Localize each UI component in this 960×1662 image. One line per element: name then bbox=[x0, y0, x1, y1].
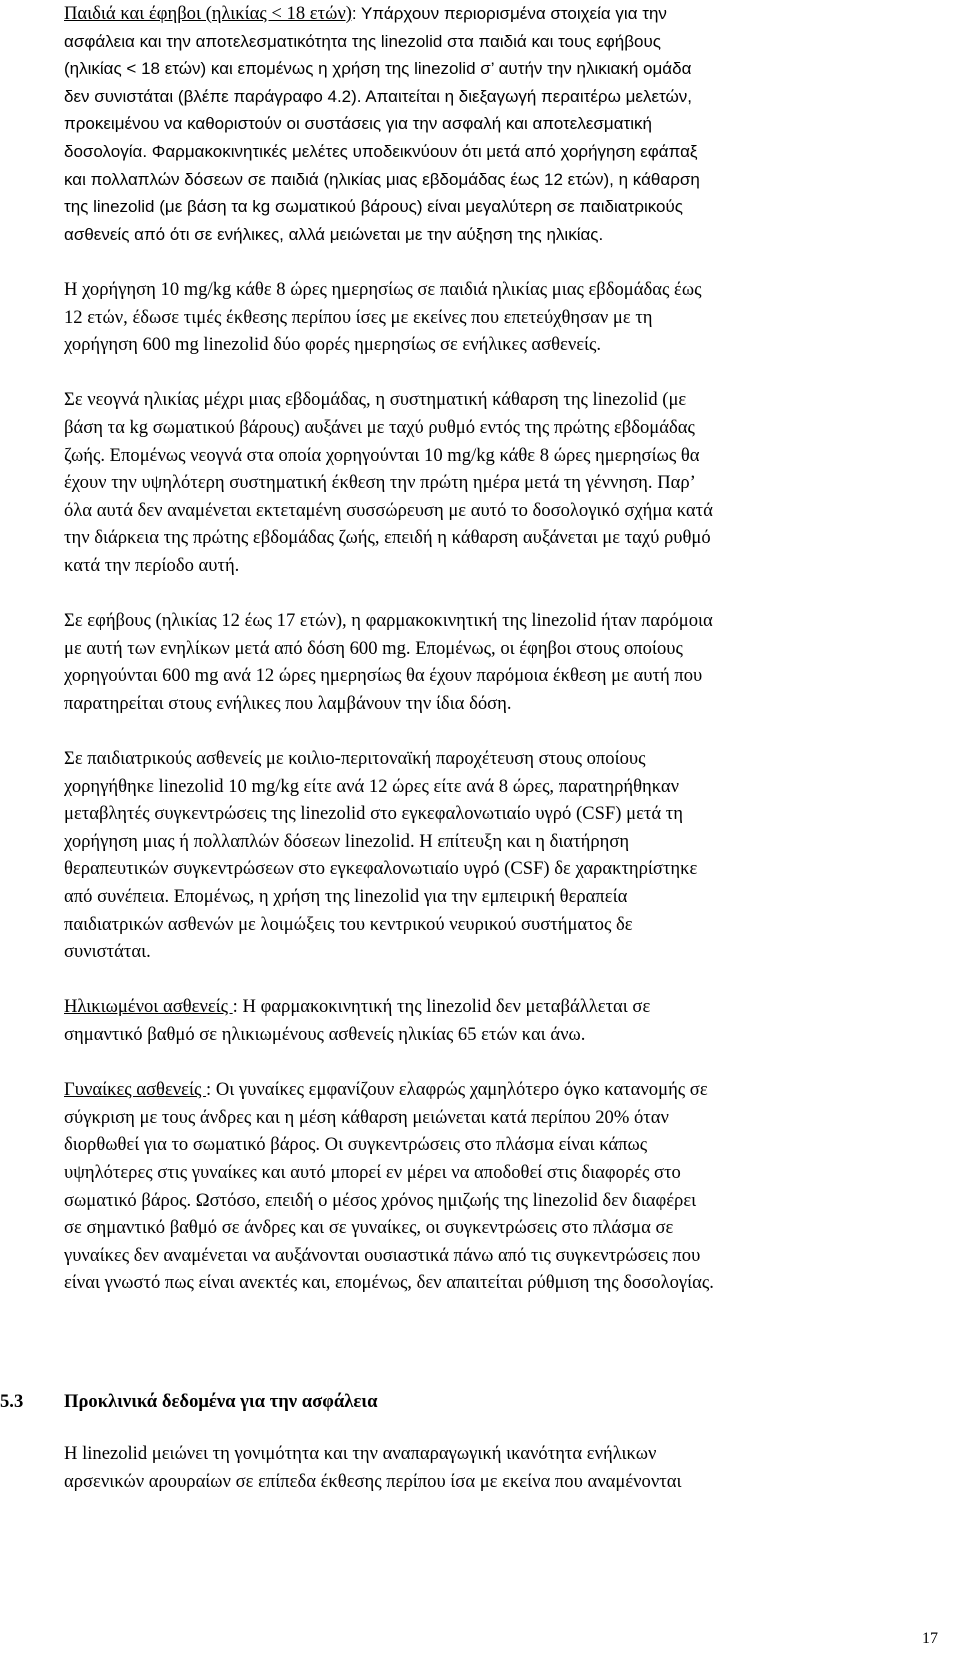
text-run: : Υπάρχουν περιορισμένα στοιχεία για την bbox=[351, 4, 667, 23]
paragraph-dosing-children bbox=[64, 276, 942, 359]
page-number: 17 bbox=[922, 1630, 938, 1647]
paragraph-line: δεν συνιστάται (βλέπε παράγραφο 4.2). Απαιτείται η διεξαγωγή περαιτέρω μελετών, bbox=[64, 86, 692, 106]
paragraph-line: βάση τα kg σωματικού βάρους) αυξάνει με ταχύ ρυθμό εντός της πρώτης εβδομάδας bbox=[64, 416, 695, 438]
paragraph-women bbox=[64, 1076, 942, 1297]
paragraph-line: είναι γνωστό πως είναι ανεκτές και, επομένως, δεν απαιτείται ρύθμιση της δοσολογίας. bbox=[64, 1272, 714, 1294]
paragraph-line: ζωής. Επομένως νεογνά στα οποία χορηγούνται 10 mg/kg κάθε 8 ώρες ημερησίως θα bbox=[64, 444, 700, 466]
text-run: : Οι γυναίκες εμφανίζουν ελαφρώς χαμηλότερο όγκο κατανομής σε bbox=[206, 1079, 708, 1101]
document-body bbox=[64, 0, 942, 1297]
paragraph-line: ασφάλεια και την αποτελεσματικότητα της linezolid στα παιδιά και τους εφήβους bbox=[64, 31, 661, 51]
paragraph-line: παρατηρείται στους ενήλικες που λαμβάνουν την ίδια δόση. bbox=[64, 692, 512, 714]
paragraph-line: Η linezolid μειώνει τη γονιμότητα και την αναπαραγωγική ικανότητα ενήλικων bbox=[64, 1443, 657, 1464]
paragraph-line: χορήγηση 600 mg linezolid δύο φορές ημερησίως σε ενήλικες ασθενείς. bbox=[64, 334, 602, 356]
paragraph-line bbox=[64, 993, 942, 1021]
paragraph-line: 12 ετών, έδωσε τιμές έκθεσης περίπου ίσες με εκείνες που επετεύχθησαν με τη bbox=[64, 306, 653, 328]
paragraph-line bbox=[64, 1076, 942, 1104]
paragraph-line: από συνέπεια. Επομένως, η χρήση της linezolid για την εμπειρική θεραπεία bbox=[64, 886, 628, 907]
paragraph-line: σωματικό βάρος. Ωστόσο, επειδή ο μέσος χρόνος ημιζωής της linezolid δεν διαφέρει bbox=[64, 1189, 697, 1211]
paragraph-line: χορηγούνται 600 mg ανά 12 ώρες ημερησίως θα έχουν παρόμοια έκθεση με αυτή που bbox=[64, 665, 703, 687]
subheading-elderly: Ηλικιωμένοι ασθενείς bbox=[64, 996, 233, 1018]
paragraph-line: αρσενικών αρουραίων σε επίπεδα έκθεσης περίπου ίσα με εκείνα που αναμένονται bbox=[64, 1470, 682, 1492]
paragraph-line: έχουν την υψηλότερη συστηματική έκθεση την πρώτη ημέρα μετά τη γέννηση. Παρ’ bbox=[64, 472, 696, 494]
paragraph-line: προκειμένου να καθοριστούν οι συστάσεις για την ασφαλή και αποτελεσματική bbox=[64, 114, 652, 134]
paragraph-line: όλα αυτά δεν αναμένεται εκτεταμένη συσσώρευση με αυτό το δοσολογικό σχήμα κατά bbox=[64, 499, 713, 521]
paragraph-line: υψηλότερες στις γυναίκες και αυτό μπορεί εν μέρει να αποδοθεί στις διαφορές στο bbox=[64, 1161, 681, 1183]
paragraph-line: Η χορήγηση 10 mg/kg κάθε 8 ώρες ημερησίως σε παιδιά ηλικίας μιας εβδομάδας έως bbox=[64, 278, 702, 300]
paragraph-preclinical bbox=[64, 1440, 942, 1495]
paragraph-line: χορηγήθηκε linezolid 10 mg/kg είτε ανά 12 ώρες είτε ανά 8 ώρες, παρατηρήθηκαν bbox=[64, 775, 680, 797]
paragraph-line: και πολλαπλών δόσεων σε παιδιά (ηλικίας μιας εβδομάδας έως 12 ετών), η κάθαρση bbox=[64, 169, 700, 189]
paragraph-neonates bbox=[64, 386, 942, 579]
paragraph-line: την διάρκεια της πρώτης εβδομάδας ζωής, επειδή η κάθαρση αυξάνεται με ταχύ ρυθμό bbox=[64, 527, 711, 549]
paragraph-line: διορθωθεί για το σωματικό βάρος. Οι συγκεντρώσεις στο πλάσμα είναι κάπως bbox=[64, 1134, 648, 1156]
paragraph-shunt-patients bbox=[64, 745, 942, 966]
paragraph-elderly bbox=[64, 993, 942, 1048]
paragraph-adolescents bbox=[64, 607, 942, 717]
paragraph-line: γυναίκες δεν αναμένεται να αυξάνονται ουσιαστικά πάνω από τις συγκεντρώσεις που bbox=[64, 1244, 701, 1266]
subheading-children-adolescents: Παιδιά και έφηβοι (ηλικίας < 18 ετών) bbox=[64, 3, 352, 24]
paragraph-line: Σε νεογνά ηλικίας μέχρι μιας εβδομάδας, η συστηματική κάθαρση της linezolid (με bbox=[64, 389, 687, 411]
paragraph-line: ασθενείς από ότι σε ενήλικες, αλλά μειώνεται με την αύξηση της ηλικίας. bbox=[64, 224, 604, 244]
paragraph-line: Σε εφήβους (ηλικίας 12 έως 17 ετών), η φαρμακοκινητική της linezolid ήταν παρόμοια bbox=[64, 610, 713, 632]
paragraph-line: χορήγηση μιας ή πολλαπλών δόσεων linezolid. Η επίτευξη και η διατήρηση bbox=[64, 830, 630, 852]
paragraph-line: με αυτή των ενηλίκων μετά από δόση 600 mg. Επομένως, οι έφηβοι στους οποίους bbox=[64, 637, 683, 659]
paragraph-line bbox=[64, 0, 942, 28]
section-title: Προκλινικά δεδομένα για την ασφάλεια bbox=[64, 1391, 378, 1412]
paragraph-line: (ηλικίας < 18 ετών) και επομένως η χρήση της linezolid σ’ αυτήν την ηλικιακή ομάδα bbox=[64, 59, 692, 79]
paragraph-line: θεραπευτικών συγκεντρώσεων στο εγκεφαλονωτιαίο υγρό (CSF) δε χαρακτηρίστηκε bbox=[64, 858, 698, 880]
paragraph-line: σημαντικό βαθμό σε ηλικιωμένους ασθενείς ηλικίας 65 ετών και άνω. bbox=[64, 1023, 586, 1045]
paragraph-children-adolescents bbox=[64, 0, 942, 248]
paragraph-line: μεταβλητές συγκεντρώσεις της linezolid στο εγκεφαλονωτιαίο υγρό (CSF) μετά τη bbox=[64, 803, 683, 825]
paragraph-line: παιδιατρικών ασθενών με λοιμώξεις του κεντρικού νευρικού συστήματος δε bbox=[64, 913, 633, 935]
subheading-women: Γυναίκες ασθενείς bbox=[64, 1079, 207, 1101]
paragraph-line: της linezolid (με βάση τα kg σωματικού βάρους) είναι μεγαλύτερη σε παιδιατρικούς bbox=[64, 197, 683, 217]
text-run: : Η φαρμακοκινητική της linezolid δεν μεταβάλλεται σε bbox=[232, 996, 651, 1018]
paragraph-line: συνιστάται. bbox=[64, 941, 151, 963]
paragraph-line: σύγκριση με τους άνδρες και η μέση κάθαρση μειώνεται κατά περίπου 20% όταν bbox=[64, 1106, 669, 1128]
paragraph-line: κατά την περίοδο αυτή. bbox=[64, 554, 240, 576]
section-number: 5.3 bbox=[0, 1391, 24, 1412]
paragraph-line: σε σημαντικό βαθμό σε άνδρες και σε γυναίκες, οι συγκεντρώσεις στο πλάσμα σε bbox=[64, 1217, 674, 1239]
paragraph-line: Σε παιδιατρικούς ασθενείς με κοιλιο-περιτοναϊκή παροχέτευση στους οποίους bbox=[64, 748, 646, 770]
paragraph-line: δοσολογία. Φαρμακοκινητικές μελέτες υποδεικνύουν ότι μετά από χορήγηση εφάπαξ bbox=[64, 141, 698, 161]
